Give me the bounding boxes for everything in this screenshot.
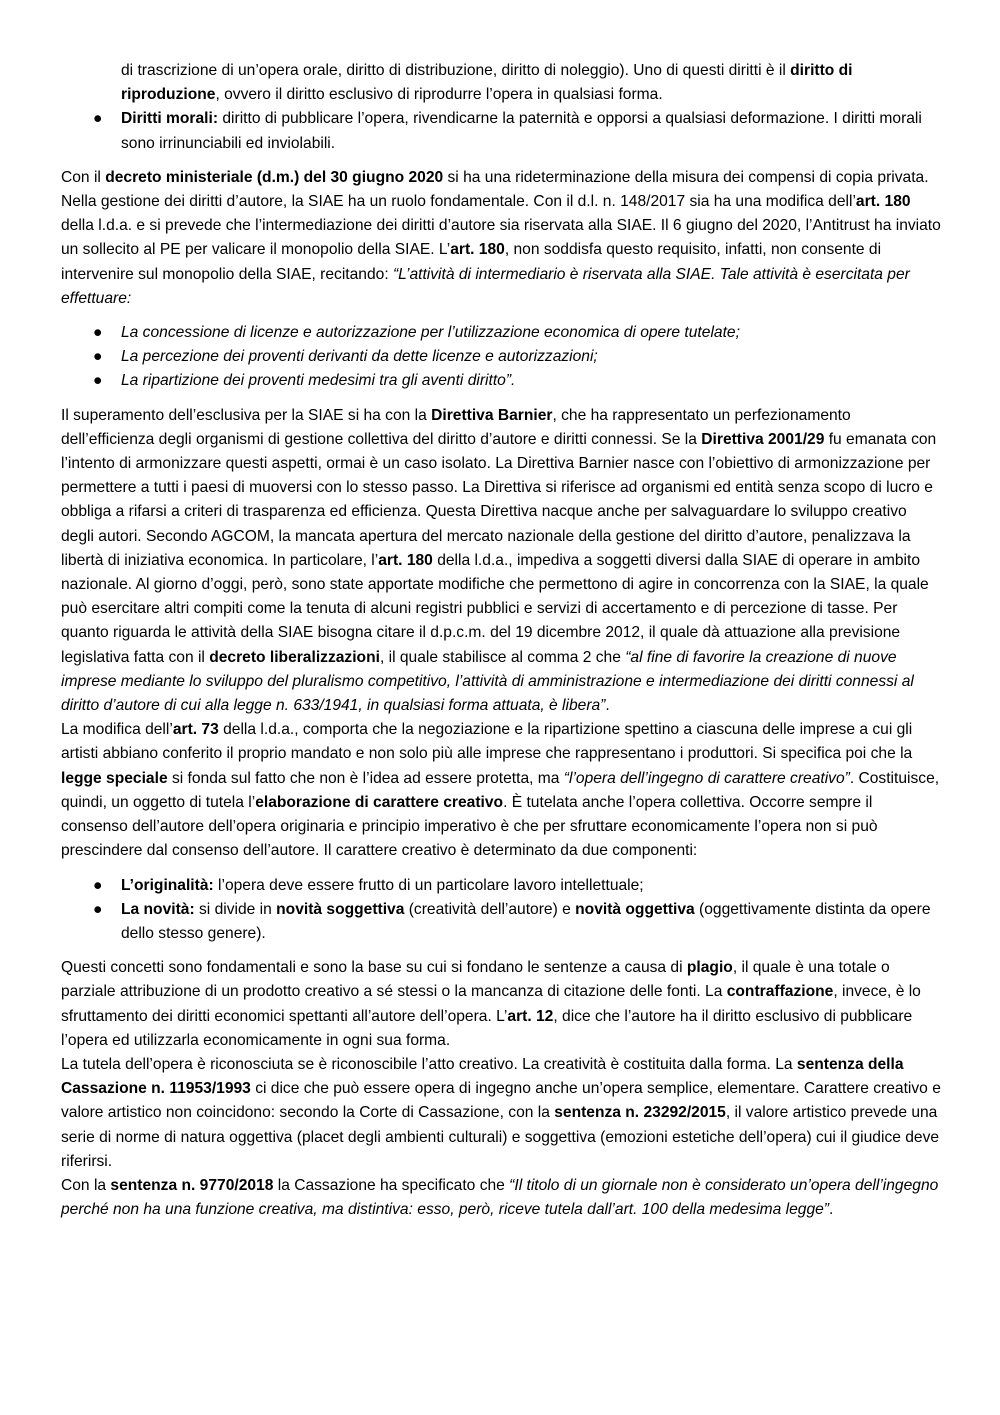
bullet-icon: ● bbox=[93, 110, 103, 128]
text-run: , che ha rappresentato un perfezionamento dell’efficienza degli organismi di gestione collettiva del diritto d’autore e diritti connessi. Se la bbox=[61, 406, 851, 448]
bold-term: Direttiva Barnier bbox=[431, 406, 553, 424]
text-run: , il quale stabilisce al comma 2 che bbox=[379, 648, 626, 666]
text-run: della l.d.a., comporta che la negoziazione e la ripartizione spettino a ciascuna delle imprese a cui gli artisti abbiano conferito il proprio mandato e non solo più alle imprese che rappresentano i produttori. Si specifica poi che la bbox=[61, 721, 913, 763]
text-run: l’opera deve essere frutto di un particolare lavoro intellettuale; bbox=[213, 876, 644, 894]
list-item bbox=[61, 107, 942, 155]
text-run: , il valore artistico prevede una serie di norme di natura oggettiva (placet degli ambienti culturali) e soggettiva (emozioni estetiche dell’opera) cui il giudice deve riferirsi. bbox=[61, 1104, 940, 1170]
paragraph bbox=[61, 1053, 942, 1174]
list-item bbox=[61, 874, 942, 898]
bold-term: L’originalità: bbox=[121, 876, 214, 894]
text-run: . bbox=[605, 697, 610, 715]
italic-quote: La concessione di licenze e autorizzazione per l’utilizzazione economica di opere tutelate; bbox=[121, 324, 740, 342]
text-run: . È tutelata anche l’opera collettiva. Occorre sempre il consenso dell’autore dell’opera originaria e principio imperativo è che per sfruttare economicamente l’opera non si può prescindere dal consenso dell’autore. Il carattere creativo è determinato da due componenti: bbox=[61, 793, 878, 860]
bullet-list-rights bbox=[61, 107, 942, 155]
text-run: si fonda sul fatto che non è l’idea ad essere protetta, ma bbox=[167, 769, 564, 787]
bold-term: plagio bbox=[686, 959, 733, 977]
text-run: Questi concetti sono fondamentali e sono la base su cui si fondano le sentenze a causa di bbox=[61, 959, 687, 977]
text-run: , ovvero il diritto esclusivo di riprodurre l’opera in qualsiasi forma. bbox=[215, 86, 663, 104]
bold-term: art. 12 bbox=[507, 1007, 554, 1025]
bold-term: art. 180 bbox=[378, 551, 433, 569]
bullet-icon: ● bbox=[93, 324, 103, 342]
list-item bbox=[61, 321, 942, 345]
list-item bbox=[61, 369, 942, 393]
bold-term: Direttiva 2001/29 bbox=[701, 430, 825, 448]
text-run: si divide in bbox=[194, 900, 277, 918]
bold-term: elaborazione di carattere creativo bbox=[255, 793, 504, 811]
text-run: , dice che l’autore ha il diritto esclusivo di pubblicare l’opera ed utilizzarla economicamente in ogni sua forma. bbox=[61, 1007, 913, 1049]
italic-quote: La ripartizione dei proventi medesimi tra gli aventi diritto”. bbox=[121, 372, 516, 390]
italic-quote: “L’attività di intermediario è riservata alla SIAE. Tale attività è esercitata per effettuare: bbox=[61, 265, 910, 307]
bold-term: decreto ministeriale (d.m.) del 30 giugno 2020 bbox=[105, 168, 444, 186]
bold-term: legge speciale bbox=[61, 769, 168, 787]
bullet-list-components bbox=[61, 874, 942, 947]
list-item-continuation bbox=[61, 59, 942, 107]
bullet-icon: ● bbox=[93, 372, 103, 390]
text-run: di trascrizione di un’opera orale, diritto di distribuzione, diritto di noleggio). Uno di questi diritti è il bbox=[121, 62, 791, 79]
paragraph bbox=[61, 404, 942, 719]
bullet-icon: ● bbox=[93, 900, 103, 918]
text-run: , invece, è lo sfruttamento dei diritti economici spettanti all’autore dell’opera. L’ bbox=[61, 983, 921, 1025]
paragraph bbox=[61, 956, 942, 1053]
text-run: La modifica dell’ bbox=[61, 721, 173, 739]
text-run: fu emanata con l’intento di armonizzare questi aspetti, ormai è un caso isolato. La Direttiva Barnier nasce con l’obiettivo di armonizzazione per permettere a tutti i paesi di muoversi con lo stesso passo. La Direttiva si riferisce ad organismi ed entità senza scopo di lucro e obbliga a rifarsi a criteri di trasparenza ed efficienza. Questa Direttiva nacque anche per salvaguardare lo sviluppo creativo degli autori. Secondo AGCOM, la mancata apertura del mercato nazionale della gestione del diritto d’autore, penalizzava la libertà di iniziativa economica. In particolare, l’ bbox=[61, 430, 937, 569]
italic-quote: “l’opera dell’ingegno di carattere creativo” bbox=[563, 769, 850, 787]
text-run: Con la bbox=[61, 1176, 111, 1194]
bold-term: art. 180 bbox=[450, 241, 505, 259]
bold-term: novità oggettiva bbox=[575, 900, 695, 918]
italic-quote: “al fine di favorire la creazione di nuove imprese mediante lo sviluppo del pluralismo competitivo, l’attività di amministrazione e intermediazione dei diritti connessi al diritto d’autore di cui alla legge n. 633/1941, in qualsiasi forma attuata, è libera” bbox=[61, 648, 914, 715]
text-run: della l.d.a. e si prevede che l’intermediazione dei diritti d’autore sia riservata alla SIAE. Il 6 giugno del 2020, l’Antitrust ha inviato un sollecito al PE per valicare il monopolio della SIAE. L’ bbox=[61, 217, 941, 259]
bold-term: novità soggettiva bbox=[276, 900, 405, 918]
text-run: Il superamento dell’esclusiva per la SIAE si ha con la bbox=[61, 406, 432, 424]
text-run: . bbox=[829, 1201, 834, 1219]
bold-term: art. 73 bbox=[172, 721, 219, 739]
italic-quote: “Il titolo di un giornale non è considerato un’opera dell’ingegno perché non ha una funzione creativa, ma distintiva: esso, però, riceve tutela dall’art. 100 della medesima legge” bbox=[61, 1176, 939, 1219]
text-run: si ha una rideterminazione della misura dei compensi di copia privata. Nella gestione dei diritti d’autore, la SIAE ha un ruolo fondamentale. Con il d.l. n. 148/2017 sia ha una modifica dell’ bbox=[61, 168, 929, 211]
text-run: La tutela dell’opera è riconosciuta se è riconoscibile l’atto creativo. La creatività è costituita dalla forma. La bbox=[61, 1055, 797, 1073]
bold-term: La novità: bbox=[121, 900, 195, 918]
bold-term: art. 180 bbox=[855, 193, 911, 211]
text-run: della l.d.a., impediva a soggetti diversi dalla SIAE di operare in ambito nazionale. Al giorno d’oggi, però, sono state apportate modifiche che permettono di agire in concorrenza con la SIAE, la quale può esercitare altri compiti come la tenuta di alcuni registri pubblici e servizi di accertamento e di percezione di tasse. Per quanto riguarda le attività della SIAE bisogna citare il d.p.c.m. del 19 dicembre 2012, il quale dà attuazione alla previsione legislativa fatta con il bbox=[61, 551, 929, 666]
list-item bbox=[61, 898, 942, 946]
text-run: diritto di pubblicare l’opera, rivendicarne la paternità e opporsi a qualsiasi deformazione. I diritti morali sono irrinunciabili ed inviolabili. bbox=[121, 110, 922, 152]
bold-term: contraffazione bbox=[726, 983, 834, 1001]
paragraph bbox=[61, 166, 942, 311]
text-run: , non soddisfa questo requisito, infatti, non consente di intervenire sul monopolio della SIAE, recitando: bbox=[61, 241, 882, 283]
bold-term: sentenza n. 23292/2015 bbox=[554, 1104, 726, 1122]
text-run: ci dice che può essere opera di ingegno anche un’opera semplice, elementare. Carattere creativo e valore artistico non coincidono: secondo la Corte di Cassazione, con la bbox=[61, 1080, 941, 1122]
paragraph bbox=[61, 718, 942, 863]
bold-term: sentenza n. 9770/2018 bbox=[110, 1176, 274, 1194]
text-run: Con il bbox=[61, 168, 106, 186]
text-run: (oggettivamente distinta da opere dello stesso genere). bbox=[121, 900, 931, 942]
text-run: . Costituisce, quindi, un oggetto di tutela l’ bbox=[61, 769, 940, 811]
bold-term: diritto di riproduzione bbox=[121, 62, 853, 104]
bullet-list-siae bbox=[61, 321, 942, 394]
bullet-icon: ● bbox=[93, 876, 103, 894]
text-run: la Cassazione ha specificato che bbox=[273, 1176, 510, 1194]
bold-term: decreto liberalizzazioni bbox=[209, 648, 380, 666]
bold-term: Diritti morali: bbox=[121, 110, 219, 128]
list-item bbox=[61, 345, 942, 369]
paragraph bbox=[61, 1174, 942, 1222]
bold-term: sentenza della Cassazione n. 11953/1993 bbox=[61, 1055, 904, 1098]
bullet-icon: ● bbox=[93, 348, 103, 366]
italic-quote: La percezione dei proventi derivanti da dette licenze e autorizzazioni; bbox=[121, 348, 598, 366]
text-run: , il quale è una totale o parziale attribuzione di un prodotto creativo a sé stessi o la mancanza di citazione delle fonti. La bbox=[61, 959, 890, 1001]
text-run: (creatività dell’autore) e bbox=[404, 900, 576, 918]
